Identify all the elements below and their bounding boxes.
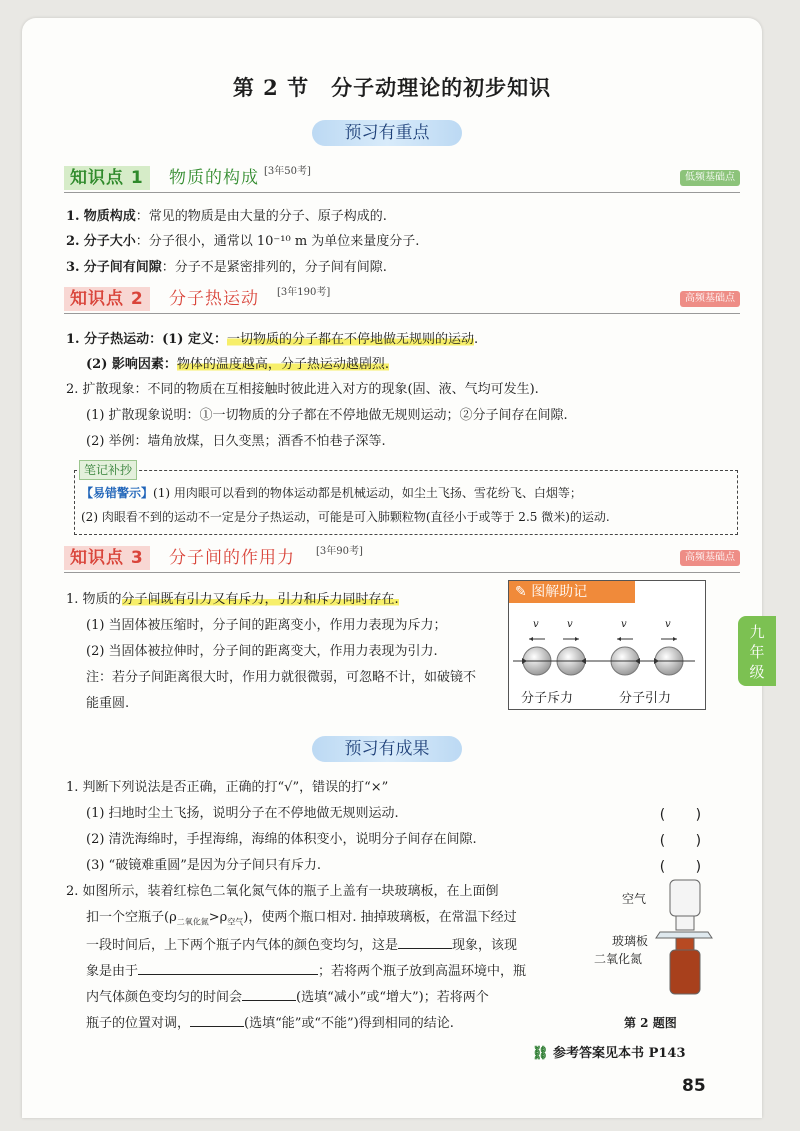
kp3-line-3: (2) 当固体被拉伸时，分子间的距离变大，作用力表现为引力. — [86, 644, 438, 659]
link-icon: ⛓ — [532, 1046, 549, 1061]
kp2-line-1: 1. 分子热运动：(1) 定义：一切物质的分子都在不停地做无规则的运动. — [66, 332, 479, 347]
kp2-line-3: 2. 扩散现象：不同的物质在互相接触时彼此进入对方的现象(固、液、气均可发生). — [66, 382, 539, 397]
kp2-title: 分子热运动 — [169, 289, 259, 309]
kp3-title: 分子间的作用力 — [169, 548, 295, 568]
top-bottle-neck — [676, 916, 694, 930]
pencil-icon: ✎ — [515, 584, 532, 600]
q2-line-1: 2. 如图所示，装着红棕色二氧化氮气体的瓶子上盖有一块玻璃板，在上面倒 — [66, 884, 499, 899]
page-number: 85 — [682, 1076, 706, 1096]
kp1-tag: 低频基础点 — [680, 170, 740, 186]
grade-side-tab: 九 年 级 — [738, 616, 776, 686]
q2-blank-4[interactable] — [190, 1012, 244, 1027]
banner-preview: 预习有重点 — [312, 120, 462, 146]
q1-item-1: (1) 扫地时尘土飞扬，说明分子在不停地做无规则运动. — [86, 806, 399, 821]
figure-title: ✎ 图解助记 — [509, 581, 635, 603]
velocity-label-2: v — [567, 619, 573, 630]
q2-blank-2[interactable] — [138, 960, 318, 975]
q1-stem: 1. 判断下列说法是否正确，正确的打“√”，错误的打“×” — [66, 780, 389, 795]
kp3-line-5: 能重圆. — [86, 696, 130, 711]
kp1-sup: [3年50考] — [264, 166, 311, 177]
q2-line-4: 象是由于 ；若将两个瓶子放到高温环境中，瓶 — [86, 960, 526, 982]
kp3-header — [64, 546, 740, 573]
fig2-caption: 第 2 题图 — [624, 1016, 677, 1030]
banner-result: 预习有成果 — [312, 736, 462, 762]
q2-line-3: 一段时间后，上下两个瓶子内气体的颜色变均匀，这是 现象，该现 — [86, 934, 517, 956]
answer-reference: ⛓ 参考答案见本书 P143 — [532, 1046, 686, 1061]
kp2-line-5: (2) 举例：墙角放煤，日久变黑；酒香不怕巷子深等. — [86, 434, 386, 449]
note-box — [74, 463, 738, 535]
section-title: 第 2 节 分子动理论的初步知识 — [232, 75, 552, 100]
bottom-bottle — [670, 950, 700, 994]
q1-answer-1[interactable]: ( ) — [658, 807, 703, 823]
kp2-line-4: (1) 扩散现象说明：①一切物质的分子都在不停地做无规则运动；②分子间存在间隙. — [86, 408, 568, 423]
kp1-item-1: 1. 物质构成：常见的物质是由大量的分子、原子构成的. — [66, 209, 387, 224]
kp1-title: 物质的构成 — [169, 168, 259, 188]
fig2-label-no2: 二氧化氮 — [594, 952, 643, 966]
top-bottle — [670, 880, 700, 916]
kp2-sup: [3年190考] — [277, 287, 331, 298]
q1-item-2: (2) 清洗海绵时，手捏海绵，海绵的体积变小，说明分子间存在间隙. — [86, 832, 477, 847]
kp1-item-3: 3. 分子间有间隙：分子不是紧密排列的，分子间有间隙. — [66, 260, 387, 275]
kp3-line-2: (1) 当固体被压缩时，分子间的距离变小，作用力表现为斥力； — [86, 618, 447, 633]
figure-molecular-force — [508, 580, 706, 710]
label-attraction: 分子引力 — [619, 691, 672, 706]
fig2-label-air: 空气 — [622, 892, 647, 906]
note-label: 笔记补抄 — [79, 460, 137, 480]
label-repulsion: 分子斥力 — [521, 691, 574, 706]
q1-answer-3[interactable]: ( ) — [658, 859, 703, 875]
kp1-label: 知识点 1 — [64, 166, 150, 190]
kp1-item-2: 2. 分子大小：分子很小，通常以 10⁻¹⁰ m 为单位来量度分子. — [66, 234, 420, 249]
bottle-diagram — [654, 874, 714, 1004]
kp3-sup: [3年90考] — [316, 546, 363, 557]
note-line-1: 【易错警示】(1) 用肉眼可以看到的物体运动都是机械运动，如尘土飞扬、雪花纷飞、白烟等； — [81, 486, 582, 500]
velocity-label-4: v — [665, 619, 671, 630]
q2-blank-3[interactable] — [242, 986, 296, 1001]
kp2-header — [64, 287, 740, 314]
kp3-line-1: 1. 物质的分子间既有引力又有斥力，引力和斥力同时存在. — [66, 592, 399, 607]
kp2-tag: 高频基础点 — [680, 291, 740, 307]
kp3-tag: 高频基础点 — [680, 550, 740, 566]
kp1-header — [64, 166, 740, 193]
q1-answer-2[interactable]: ( ) — [658, 833, 703, 849]
kp2-line-2: (2) 影响因素：物体的温度越高，分子热运动越剧烈. — [86, 357, 390, 372]
note-line-2: (2) 肉眼看不到的运动不一定是分子热运动，可能是可入肺颗粒物(直径小于或等于 2.5 微米)的运动. — [81, 510, 610, 524]
bottom-bottle-neck — [676, 938, 694, 950]
kp3-label: 知识点 3 — [64, 546, 150, 570]
kp3-line-4: 注：若分子间距离很大时，作用力就很微弱，可忽略不计，如破镜不 — [86, 670, 477, 685]
fig2-label-glass: 玻璃板 — [612, 934, 649, 948]
velocity-label-1: v — [533, 619, 539, 630]
kp2-label: 知识点 2 — [64, 287, 150, 311]
q1-item-3: (3) “破镜难重圆”是因为分子间只有斥力. — [86, 858, 321, 873]
glass-plate — [656, 932, 712, 938]
page — [22, 18, 765, 1118]
velocity-label-3: v — [621, 619, 627, 630]
q2-line-2: 扣一个空瓶子$(\rho_{二氧化氮}>\rho_{空气})$，使两个瓶口相对. 抽掉玻璃板，在常温下经过 — [86, 910, 517, 927]
q2-line-6: 瓶子的位置对调， (选填“能”或“不能”)得到相同的结论. — [86, 1012, 454, 1034]
q2-line-5: 内气体颜色变均匀的时间会 (选填“减小”或“增大”)；若将两个 — [86, 986, 489, 1008]
q2-blank-1[interactable] — [398, 934, 452, 949]
